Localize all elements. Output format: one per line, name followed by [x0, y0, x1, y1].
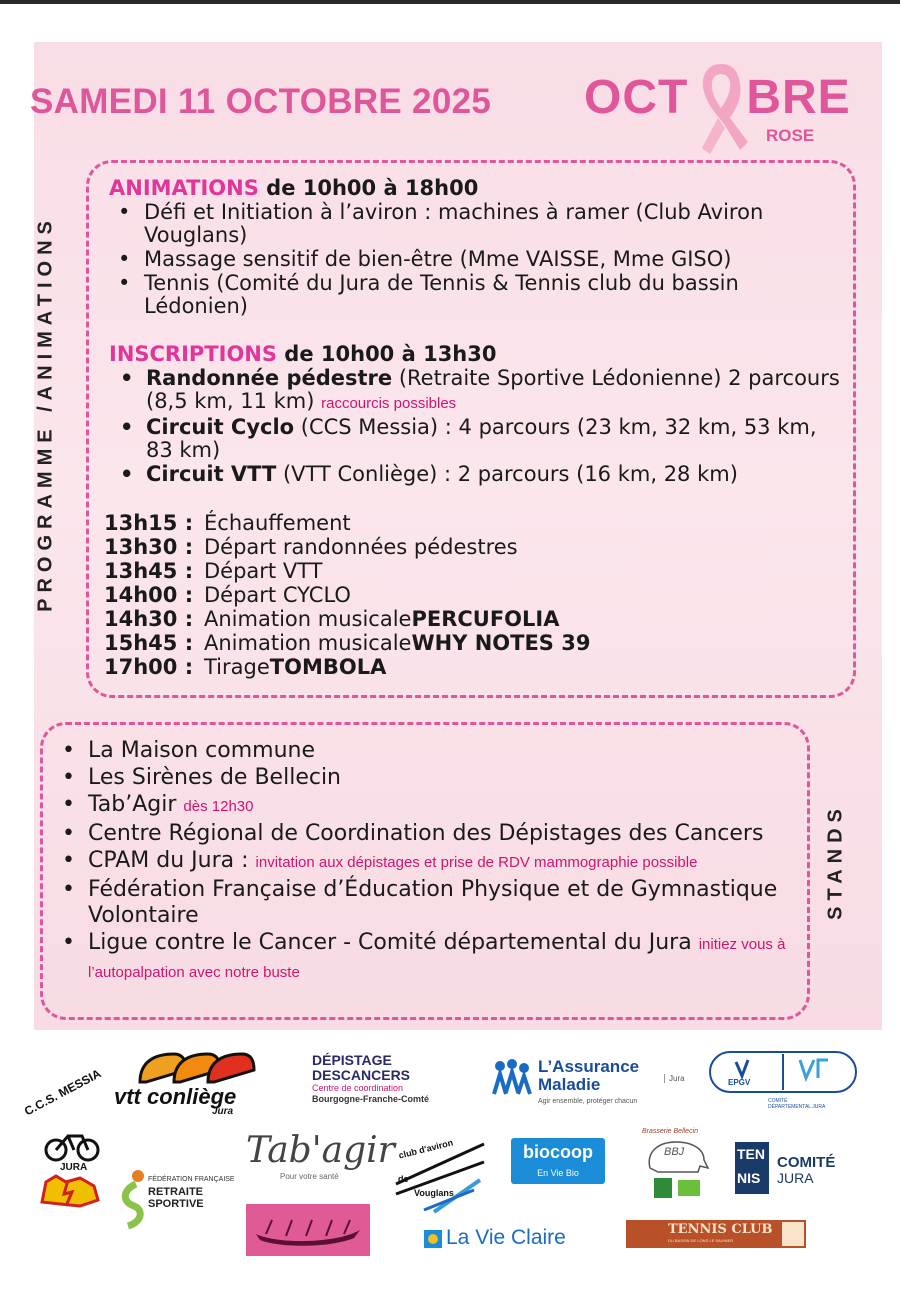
ffrs-line2: RETRAITE — [148, 1186, 203, 1198]
schedule-text: Départ CYCLO — [204, 583, 351, 607]
vtt-conliege-logo — [114, 1048, 264, 1118]
bbj-top: Brasserie Bellecin — [642, 1128, 699, 1135]
list-item: • Défi et Initiation à l’aviron : machines à ramer (Club Aviron Vouglans) — [118, 200, 764, 247]
list-item: • La Maison commune — [62, 738, 316, 763]
item-text: (VTT Conliège) : 2 parcours (16 km, 28 km) — [276, 462, 738, 486]
biocoop-sub: En Vie Bio — [537, 1168, 579, 1178]
item-text: (CCS Messia) : 4 parcours (23 km, 32 km, 53 km, 83 km) — [146, 415, 817, 462]
bicycle-icon — [42, 1124, 102, 1164]
schedule-row — [104, 511, 590, 535]
epgv-logo — [706, 1046, 860, 1112]
schedule-text: Départ randonnées pédestres — [204, 535, 518, 559]
aviron-line1: club d'aviron — [397, 1137, 455, 1161]
biocoop-name: biocoop — [523, 1142, 593, 1162]
list-item: • Randonnée pédestre (Retraite Sportive Lédonienne) 2 parcours (8,5 km, 11 km) raccourcis possibles — [120, 366, 840, 413]
top-border — [0, 0, 900, 4]
runner-icon — [114, 1168, 150, 1230]
schedule-text: Animation musicale — [204, 607, 412, 631]
octobre-left: OCT — [584, 71, 689, 124]
depistage-logo — [312, 1053, 462, 1105]
stand-note: invitation aux dépistages et prise de RDV mammographie possible — [255, 854, 698, 871]
tennis-line3: COMITÉ — [777, 1154, 836, 1171]
tennis-line1: TEN — [737, 1146, 765, 1162]
schedule-time: 17h00 : — [104, 655, 194, 679]
stand-text: Fédération Française d’Éducation Physique et de Gymnastique Volontaire — [88, 877, 778, 928]
schedule-time: 13h30 : — [104, 535, 194, 559]
stand-text: Ligue contre le Cancer - Comité départemental du Jura — [88, 930, 699, 955]
programme-side-label: PROGRAMME /ANIMATIONS — [34, 215, 57, 612]
schedule — [104, 511, 590, 679]
tennisclub-badge — [782, 1222, 804, 1246]
list-item-text: Tennis (Comité du Jura de Tennis & Tennis club du bassin Lédonien) — [144, 271, 739, 318]
organic-labels-icon — [654, 1178, 700, 1200]
assurance-line3: Agir ensemble, protéger chacun — [538, 1098, 638, 1105]
schedule-text: Échauffement — [204, 511, 351, 535]
depistage-line3: Centre de coordination — [312, 1083, 404, 1093]
list-item: • Ligue contre le Cancer - Comité départemental du Jura initiez vous à l’autopalpation avec notre buste — [62, 930, 786, 981]
schedule-row — [104, 559, 590, 583]
depistage-line1: DÉPISTAGE — [312, 1052, 392, 1068]
animations-heading-rest: de 10h00 à 18h00 — [258, 176, 479, 200]
depistage-line4: Bourgogne-Franche-Comté — [312, 1094, 429, 1104]
list-item: • Tab’Agir dès 12h30 — [62, 792, 254, 817]
comite-tennis-logo — [735, 1142, 855, 1198]
list-item: • Centre Régional de Coordination des Dépistages des Cancers — [62, 821, 764, 846]
stand-text: CPAM du Jura : — [88, 848, 256, 873]
ffrs-line3: SPORTIVE — [148, 1198, 204, 1210]
epgv-emblem-icon — [706, 1046, 860, 1098]
schedule-bold: PERCUFOLIA — [411, 607, 560, 631]
ccs-messia-logo — [20, 1066, 116, 1208]
schedule-bold: TOMBOLA — [269, 655, 387, 679]
stand-text: Tab’Agir — [88, 792, 184, 817]
schedule-time: 14h30 : — [104, 607, 194, 631]
sun-icon — [424, 1230, 442, 1248]
vieclaire-name: La Vie Claire — [446, 1226, 566, 1249]
schedule-row — [104, 631, 590, 655]
aviron-line3: Vouglans — [414, 1188, 454, 1198]
stand-text: Les Sirènes de Bellecin — [88, 765, 341, 790]
people-icon — [490, 1058, 534, 1098]
ffrs-line1: FÉDÉRATION FRANÇAISE — [148, 1176, 235, 1183]
list-item: • Les Sirènes de Bellecin — [62, 765, 341, 790]
tennis-line2: NIS — [737, 1170, 761, 1186]
stand-note: dès 12h30 — [183, 798, 254, 815]
retraite-sportive-logo — [114, 1166, 235, 1236]
stand-text: Centre Régional de Coordination des Dépistages des Cancers — [88, 821, 764, 846]
schedule-time: 15h45 : — [104, 631, 194, 655]
schedule-row — [104, 583, 590, 607]
octobre-right: BRE — [746, 71, 851, 124]
list-item: • Tennis (Comité du Jura de Tennis & Tennis club du bassin Lédonien) — [118, 271, 739, 318]
pink-ribbon-icon — [690, 58, 752, 158]
depistage-line2: DESCANCERS — [312, 1067, 411, 1083]
tennis-club-logo — [626, 1220, 806, 1248]
list-item-text: Massage sensitif de bien-être (Mme VAISSE, Mme GISO) — [144, 247, 732, 271]
dragon-boat-icon — [246, 1204, 370, 1256]
tennisclub-name: TENNIS CLUB — [668, 1222, 773, 1237]
schedule-time: 13h15 : — [104, 511, 194, 535]
assurance-line4: Jura — [664, 1074, 685, 1083]
biocoop-logo — [511, 1138, 605, 1184]
schedule-row — [104, 607, 590, 631]
inscriptions-heading-pink: INSCRIPTIONS — [109, 342, 277, 366]
inscriptions-heading — [109, 342, 497, 366]
stand-text: La Maison commune — [88, 738, 316, 763]
helmets-icon — [136, 1048, 266, 1086]
list-item: • CPAM du Jura : invitation aux dépistages et prise de RDV mammographie possible — [62, 848, 698, 873]
animations-heading-pink: ANIMATIONS — [109, 176, 259, 200]
list-item: • Circuit VTT (VTT Conliège) : 2 parcours (16 km, 28 km) — [120, 462, 738, 486]
bbj-name: BBJ — [664, 1146, 685, 1158]
tabagir-name: Tab'agir — [246, 1130, 395, 1171]
rose-label: ROSE — [766, 126, 815, 145]
schedule-time: 13h45 : — [104, 559, 194, 583]
jura-map-icon — [36, 1172, 106, 1208]
schedule-text: Animation musicale — [204, 631, 412, 655]
inscriptions-list — [120, 366, 846, 487]
stand-note: initiez vous à l’autopalpation avec notre buste — [88, 936, 786, 981]
schedule-bold: WHY NOTES 39 — [411, 631, 591, 655]
inscriptions-heading-rest: de 10h00 à 13h30 — [277, 342, 497, 366]
schedule-time: 14h00 : — [104, 583, 194, 607]
epgv-sub: COMITÉ DÉPARTEMENTAL JURA — [768, 1098, 826, 1110]
tabagir-logo — [246, 1130, 395, 1186]
item-bold: Circuit VTT — [146, 462, 277, 486]
ccs-name: C.C.S. MESSIA — [22, 1066, 104, 1119]
vtt-sub: Jura — [212, 1106, 234, 1117]
schedule-row — [104, 655, 590, 679]
stands-list — [62, 738, 798, 987]
event-date: SAMEDI 11 OCTOBRE 2025 — [30, 82, 492, 121]
item-note: raccourcis possibles — [321, 395, 457, 412]
item-text: (Retraite Sportive Lédonienne) 2 parcours (8,5 km, 11 km) — [146, 366, 840, 413]
sirenes-logo — [246, 1204, 370, 1256]
assurance-maladie-logo — [490, 1054, 700, 1110]
vtt-name: vtt conliège — [114, 1084, 237, 1109]
list-item: • Fédération Française d’Éducation Physique et de Gymnastique Volontaire — [62, 877, 778, 928]
bbj-logo — [640, 1128, 716, 1202]
tennis-line4: JURA — [777, 1170, 814, 1186]
aviron-vouglans-logo — [394, 1134, 486, 1214]
list-item-text: Défi et Initiation à l’aviron : machines à ramer (Club Aviron Vouglans) — [144, 200, 764, 247]
ccs-sub: JURA — [60, 1162, 88, 1173]
aviron-line2: de — [398, 1174, 409, 1184]
item-bold: Circuit Cyclo — [146, 415, 295, 439]
la-vie-claire-logo — [424, 1226, 574, 1256]
item-bold: Randonnée pédestre — [146, 366, 393, 390]
schedule-text: Tirage — [204, 655, 270, 679]
assurance-line1: L’Assurance — [538, 1057, 640, 1076]
epgv-name: EPGV — [728, 1078, 751, 1087]
schedule-text: Départ VTT — [204, 559, 323, 583]
list-item: • Massage sensitif de bien-être (Mme VAISSE, Mme GISO) — [118, 247, 732, 271]
list-item: • Circuit Cyclo (CCS Messia) : 4 parcours (23 km, 32 km, 53 km, 83 km) — [120, 415, 817, 462]
schedule-row — [104, 535, 590, 559]
tabagir-sub: Pour votre santé — [280, 1172, 339, 1181]
animations-list — [118, 200, 844, 319]
assurance-line2: Maladie — [538, 1075, 601, 1094]
stands-side-label: STANDS — [824, 803, 847, 920]
animations-heading — [109, 176, 478, 200]
tennisclub-sub: DU BASSIN DE LONS LE SAUNIER — [668, 1238, 734, 1243]
